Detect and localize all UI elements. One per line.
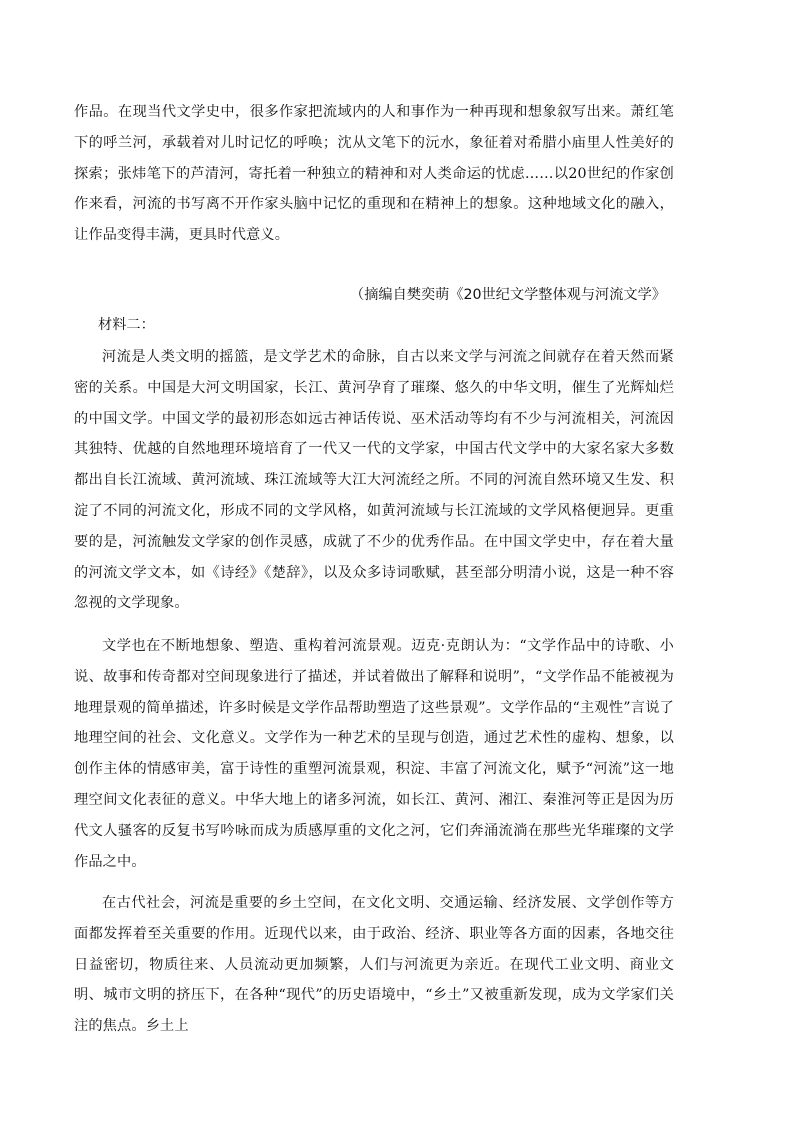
- paragraph: 文学也在不断地想象、塑造、重构着河流景观。迈克·克朗认为：“文学作品中的诗歌、小说、故事和传奇都对空间现象进行了描述，并试着做出了解释和说明”，“文学作品不能被视为地理景观的简单描述，许多时候是文学作品帮助塑造了这些景观”。文学作品的“主观性”言说了地理空间的社会、文化意义。文学作为一种艺术的呈现与创造，通过艺术性的虚构、想象，以创作主体的情感审美，富于诗性的重塑河流景观，积淀、丰富了河流文化，赋予“河流”这一地理空间文化表征的意义。中华大地上的诸多河流，如长江、黄河、湘江、秦淮河等正是因为历代文人骚客的反复书写吟咏而成为质感厚重的文化之河，它们奔涌流淌在那些光华璀璨的文学作品之中。: [74, 638, 674, 870]
- paragraph-continued: 作品。在现当代文学史中，很多作家把流域内的人和事作为一种再现和想象叙写出来。萧红笔下的呼兰河，承载着对儿时记忆的呼唤；沈从文笔下的沅水，象征着对希腊小庙里人性美好的探索；张炜笔下的芦清河，寄托着一种独立的精神和对人类命运的忧虑……以20世纪的作家创作来看，河流的书写离不开作家头脑中记忆的重现和在精神上的想象。这种地域文化的融入，让作品变得丰满，更具时代意义。: [74, 104, 674, 244]
- source-note: （摘编自樊奕萌《20世纪文学整体观与河流文学》: [350, 287, 666, 303]
- paragraph: 河流是人类文明的摇篮，是文学艺术的命脉，自古以来文学与河流之间就存在着天然而紧密的关系。中国是大河文明国家，长江、黄河孕育了璀璨、悠久的中华文明，催生了光辉灿烂的中国文学。中国文学的最初形态如远古神话传说、巫术活动等均有不少与河流相关，河流因其独特、优越的自然地理环境培育了一代又一代的文学家，中国古代文学中的大家名家大多数都出自长江流域、黄河流域、珠江流域等大江大河流经之所。不同的河流自然环境又生发、积淀了不同的河流文化，形成不同的文学风格，如黄河流域与长江流域的文学风格便迥异。更重要的是，河流触发文学家的创作灵感，成就了不少的优秀作品。在中国文学史中，存在着大量的河流文学文本，如《诗经》《楚辞》，以及众多诗词歌赋，甚至部分明清小说，这是一种不容忽视的文学现象。: [74, 349, 674, 612]
- paragraph: 在古代社会，河流是重要的乡土空间，在文化文明、交通运输、经济发展、文学创作等方面都发挥着至关重要的作用。近现代以来，由于政治、经济、职业等各方面的因素，各地交往日益密切，物质往来、人员流动更加频繁，人们与河流更为亲近。在现代工业文明、商业文明、城市文明的挤压下，在各种“现代”的历史语境中，“乡土”又被重新发现，成为文学家们关注的焦点。乡土上: [74, 895, 674, 1035]
- material-label: 材料二：: [98, 317, 155, 333]
